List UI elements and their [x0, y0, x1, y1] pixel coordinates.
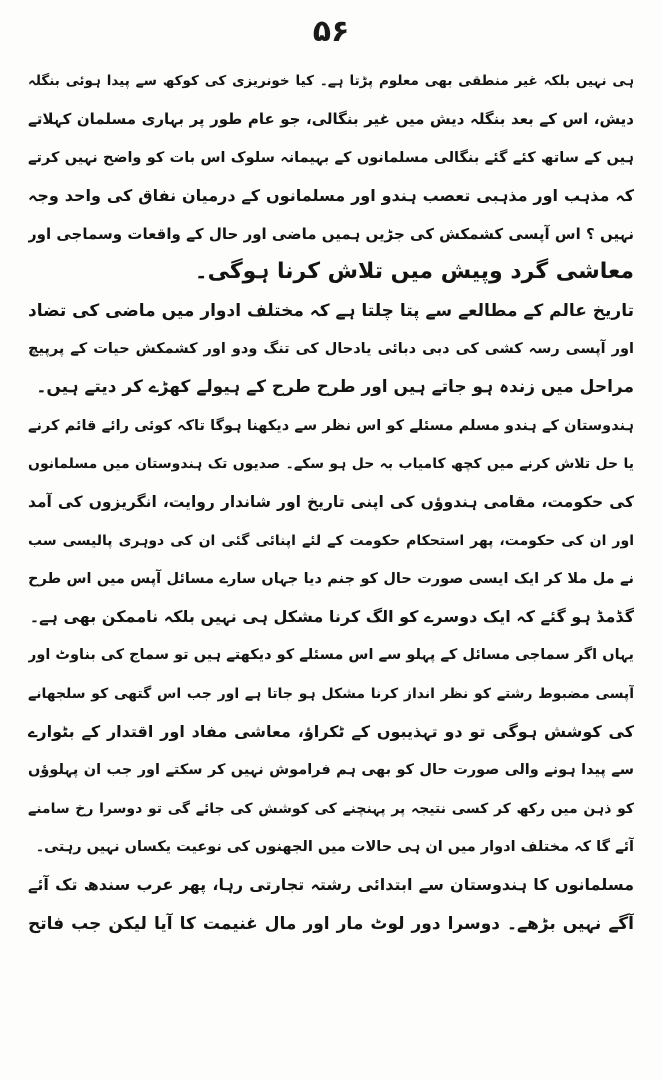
text-line: گڈمڈ ہو گئے کہ ایک دوسرے کو الگ کرنا مشکل ہی نہیں بلکہ ناممکن بھی ہے۔: [29, 607, 634, 627]
text-line: اور ان کی حکومت، پھر استحکام حکومت کے لئے اپنائی گئی ان کی دوہری پالیسی سب: [28, 532, 634, 549]
text-line: آگے نہیں بڑھے۔ دوسرا دور لوٹ مار اور مال غنیمت کا آیا لیکن جب فاتح: [28, 913, 634, 934]
text-line: مسلمانوں کا ہندوستان سے ابتدائی رشتہ تجارتی رہا، پھر عرب سندھ تک آئے: [28, 875, 634, 895]
text-line: اور آپسی رسہ کشی کی دبی دبائی یادحال کی تنگ ودو اور کشمکش حیات کے پرپیچ: [28, 341, 634, 358]
text-line: یا حل تلاش کرنے میں کچھ کامیاب بہ حل ہو سکے۔ صدیوں تک ہندوستان میں مسلمانوں: [28, 455, 634, 472]
text-line: کی حکومت، مقامی ہندوؤں کی اپنی تاریخ اور شاندار روایت، انگریزوں کی آمد: [28, 493, 634, 512]
text-line: کو ذہن میں رکھ کر کسی نتیجہ پر پہنچنے کی کوشش کی جائے گی تو دوسرا رخ سامنے: [28, 800, 634, 817]
text-line: مراحل میں زندہ ہو جاتے ہیں اور طرح طرح کے ہیولے کھڑے کر دیتے ہیں۔: [36, 377, 634, 398]
text-line: نے مل ملا کر ایک ایسی صورت حال کو جنم دیا جہاں سارے مسائل آپس میں اس طرح: [28, 570, 634, 587]
text-line: معاشی گرد وپیش میں تلاش کرنا ہوگی۔: [194, 259, 634, 285]
text-line: ہیں کے ساتھ کئے گئے بنگالی مسلمانوں کے بہیمانہ سلوک اس بات کو واضح نہیں کرتے: [28, 149, 634, 166]
text-line: دیش، اس کے بعد بنگلہ دیش میں غیر بنگالی، جو عام طور پر بہاری مسلمان کہلاتے: [28, 110, 634, 129]
page-number: ۵۶: [312, 14, 350, 49]
text-line: کی کوشش ہوگی تو دو تہذیبوں کے ٹکراؤ، معاشی مفاد اور اقتدار کے بٹوارے: [28, 722, 634, 742]
text-line: آئے گا کہ مختلف ادوار میں ان ہی حالات میں الجھنوں کی نوعیت یکساں نہیں رہتی۔: [35, 838, 634, 855]
text-line: سے پیدا ہونے والی صورت حال کو بھی ہم فراموش نہیں کر سکتے اور جب ان پہلوؤں: [28, 762, 634, 779]
text-line: تاریخ عالم کے مطالعے سے پتا چلتا ہے کہ مختلف ادوار میں ماضی کی تضاد: [28, 300, 634, 321]
text-line: کہ مذہب اور مذہبی تعصب ہندو اور مسلمانوں کے درمیان نفاق کی واحد وجہ: [28, 185, 634, 205]
text-line: نہیں ؟ اس آپسی کشمکش کی جڑیں ہمیں ماضی اور حال کے واقعات وسماجی اور: [28, 225, 634, 244]
text-line: ہی نہیں بلکہ غیر منطقی بھی معلوم پڑتا ہے۔ کیا خونریزی کی کوکھ سے پیدا ہوئی بنگلہ: [28, 73, 634, 89]
text-line: ہندوستان کے ہندو مسلم مسئلے کو اس نظر سے دیکھنا ہوگا تاکہ کوئی رائے قائم کرنے: [28, 417, 634, 434]
text-line: آپسی مضبوط رشتے کو نظر انداز کرنا مشکل ہو جاتا ہے اور جب اس گتھی کو سلجھانے: [28, 685, 634, 702]
body-text: [28, 62, 634, 943]
text-line: یہاں اگر سماجی مسائل کے پہلو سے اس مسئلے کو دیکھتے ہیں تو سماج کی بناوٹ اور: [28, 647, 634, 664]
